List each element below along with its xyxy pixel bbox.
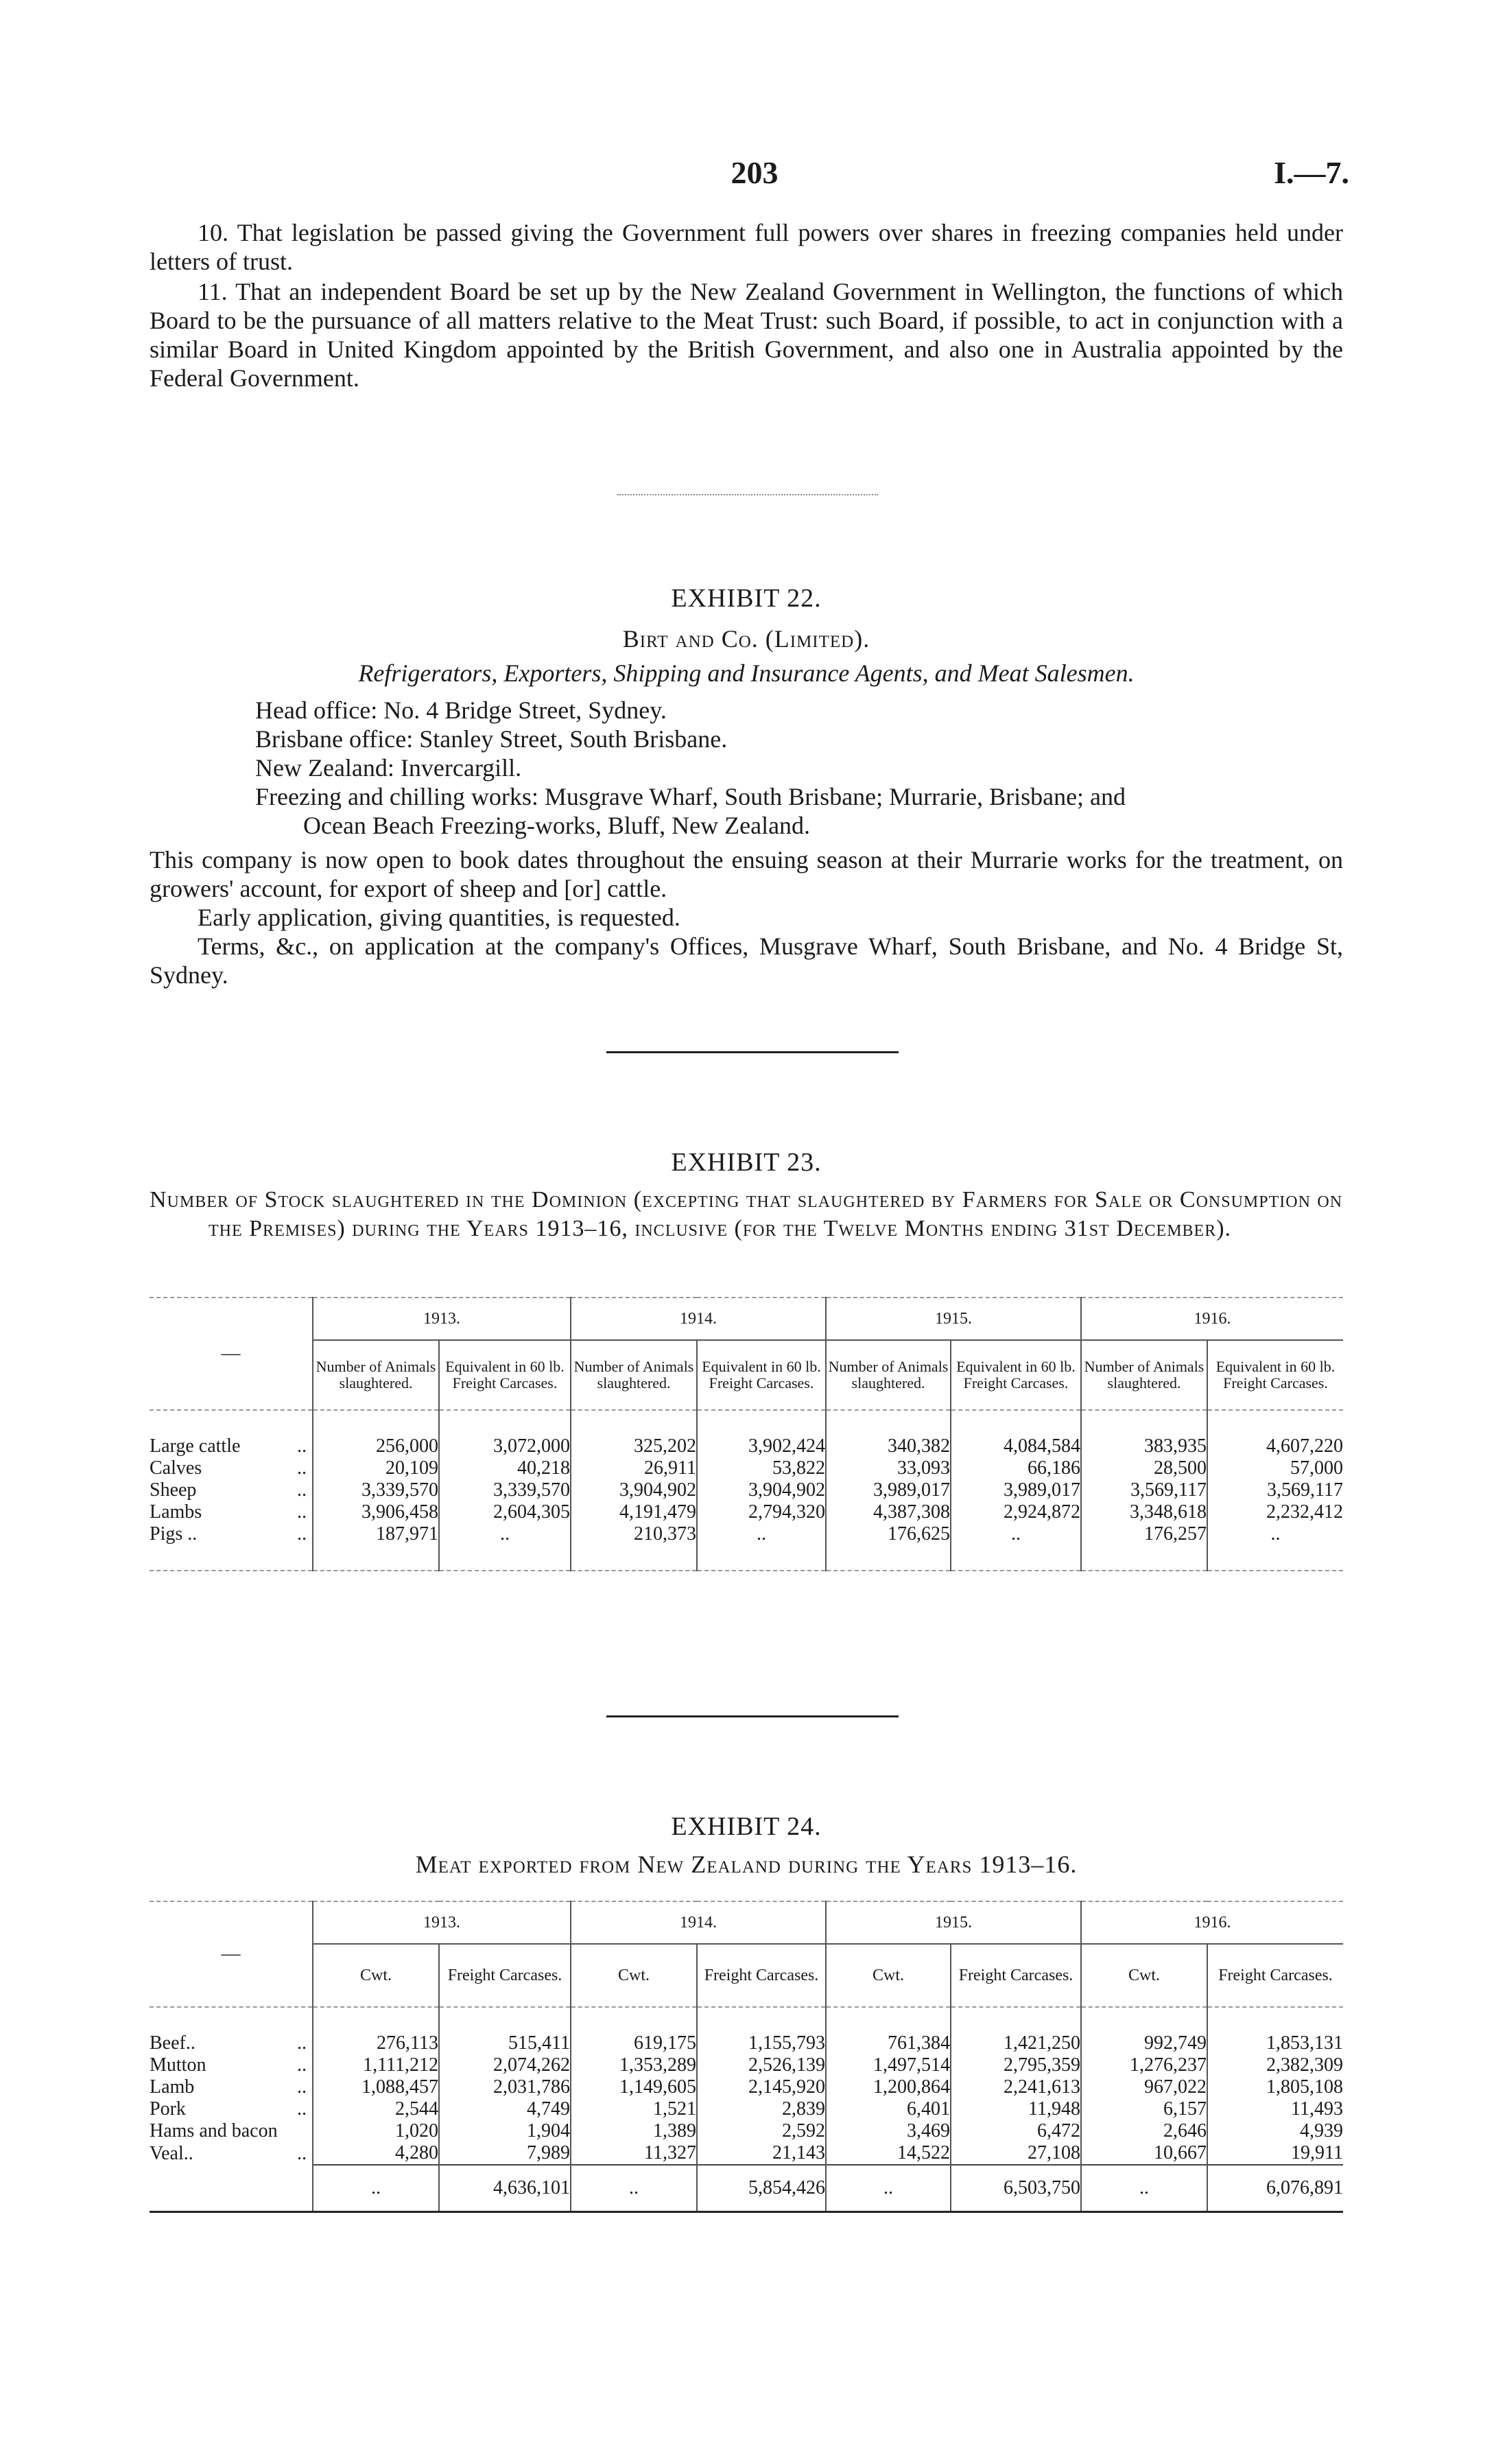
- table-cell: 1,497,514: [826, 2054, 951, 2076]
- column-header: Number of Animals slaughtered.: [1081, 1340, 1207, 1410]
- table-row: [150, 2142, 1343, 2165]
- table-row: [150, 1435, 1343, 1457]
- column-header: Equivalent in 60 lb. Freight Carcases.: [1207, 1340, 1343, 1410]
- table-cell: 4,084,584: [951, 1435, 1081, 1457]
- column-header: Cwt.: [1081, 1944, 1207, 2007]
- table-cell: 276,113: [313, 2032, 439, 2054]
- row-label: Sheep ..: [150, 1479, 307, 1501]
- column-header: Cwt.: [313, 1944, 439, 2007]
- table-cell: 10,667: [1081, 2142, 1207, 2165]
- table-row: [150, 1501, 1343, 1523]
- section-divider: [617, 494, 878, 495]
- exhibit-22-tagline: Refrigerators, Exporters, Shipping and Insurance Agents, and Meat Salesmen.: [358, 659, 1135, 687]
- row-label: Mutton ..: [150, 2054, 307, 2076]
- table-cell: 53,822: [697, 1457, 826, 1479]
- table-cell: 27,108: [951, 2142, 1081, 2165]
- table-cell: ..: [951, 1523, 1081, 1545]
- row-label: Hams and bacon: [150, 2120, 278, 2142]
- row-label: Pork ..: [150, 2098, 307, 2120]
- table-cell: 3,904,902: [697, 1479, 826, 1501]
- year-header: 1913.: [313, 1298, 571, 1340]
- column-header: Number of Animals slaughtered.: [313, 1340, 439, 1410]
- table-cell: 1,276,237: [1081, 2054, 1207, 2076]
- table-cell: 11,493: [1207, 2098, 1343, 2120]
- row-label: Lamb ..: [150, 2076, 307, 2098]
- table-cell: 3,906,458: [313, 1501, 439, 1523]
- table-cell: 3,989,017: [951, 1479, 1081, 1501]
- table-cell: 515,411: [439, 2032, 571, 2054]
- table-cell: 2,592: [697, 2120, 826, 2142]
- table-cell: 2,074,262: [439, 2054, 571, 2076]
- table-row: [150, 2076, 1343, 2098]
- table-cell: 176,625: [826, 1523, 951, 1545]
- table-cell: 761,384: [826, 2032, 951, 2054]
- exhibit-23-table: [150, 1297, 1343, 1571]
- table-cell: 20,109: [313, 1457, 439, 1479]
- column-header: Cwt.: [826, 1944, 951, 2007]
- table-cell: 3,469: [826, 2120, 951, 2142]
- exhibit-24-table: [150, 1901, 1343, 2213]
- table-cell: 2,646: [1081, 2120, 1207, 2142]
- table-cell: 57,000: [1207, 1457, 1343, 1479]
- year-header: 1913.: [313, 1901, 571, 1944]
- column-header: Freight Carcases.: [951, 1944, 1081, 2007]
- exhibit-22-title: EXHIBIT 22.: [671, 584, 822, 613]
- table-cell: 3,569,117: [1207, 1479, 1343, 1501]
- totals-row: [150, 2165, 1343, 2212]
- table-cell: 187,971: [313, 1523, 439, 1545]
- table-row: [150, 2032, 1343, 2054]
- exhibit-22-body-1: This company is now open to book dates throughout the ensuing season at their Murrarie works for the treatment, on growers' account, for export of sheep and [or] cattle.: [150, 846, 1343, 902]
- table-cell: 28,500: [1081, 1457, 1207, 1479]
- table-cell: 1,421,250: [951, 2032, 1081, 2054]
- table-cell: 21,143: [697, 2142, 826, 2165]
- table-cell: 6,157: [1081, 2098, 1207, 2120]
- year-header: 1914.: [571, 1298, 826, 1340]
- table-cell: 4,280: [313, 2142, 439, 2165]
- table-cell: 1,521: [571, 2098, 697, 2120]
- table-cell: 1,200,864: [826, 2076, 951, 2098]
- table-cell: 325,202: [571, 1435, 697, 1457]
- table-cell: 3,904,902: [571, 1479, 697, 1501]
- table-cell: 2,924,872: [951, 1501, 1081, 1523]
- table-cell: 1,805,108: [1207, 2076, 1343, 2098]
- exhibit-22-offices: [255, 696, 1343, 840]
- table-cell: 1,904: [439, 2120, 571, 2142]
- row-label: Beef.. ..: [150, 2032, 307, 2054]
- table-cell: 2,382,309: [1207, 2054, 1343, 2076]
- column-header: Freight Carcases.: [439, 1944, 571, 2007]
- column-header: Equivalent in 60 lb. Freight Carcases.: [439, 1340, 571, 1410]
- table-cell: 19,911: [1207, 2142, 1343, 2165]
- table-cell: ..: [1207, 1523, 1343, 1545]
- table-cell: 256,000: [313, 1435, 439, 1457]
- row-label: Pigs .. ..: [150, 1523, 307, 1545]
- table-cell: 4,191,479: [571, 1501, 697, 1523]
- table-cell: 210,373: [571, 1523, 697, 1545]
- exhibit-22-body-2: Early application, giving quantities, is requested.: [198, 904, 680, 931]
- table-cell: 2,794,320: [697, 1501, 826, 1523]
- table-cell: 1,149,605: [571, 2076, 697, 2098]
- page-number: 203: [731, 155, 779, 190]
- office-line: New Zealand: Invercargill.: [255, 754, 522, 782]
- column-header: Number of Animals slaughtered.: [571, 1340, 697, 1410]
- year-header: 1915.: [826, 1298, 1081, 1340]
- table-cell: 3,339,570: [313, 1479, 439, 1501]
- exhibit-24-caption: Meat exported from New Zealand during the Years 1913–16.: [415, 1851, 1078, 1878]
- row-label: Veal.. ..: [150, 2142, 307, 2164]
- table-cell: 619,175: [571, 2032, 697, 2054]
- table-cell: 383,935: [1081, 1435, 1207, 1457]
- year-header: 1916.: [1081, 1901, 1343, 1944]
- table-row: [150, 1479, 1343, 1501]
- table-cell: 1,088,457: [313, 2076, 439, 2098]
- table-cell: 1,353,289: [571, 2054, 697, 2076]
- table-cell: 11,948: [951, 2098, 1081, 2120]
- table-cell: 2,544: [313, 2098, 439, 2120]
- year-header: 1916.: [1081, 1298, 1343, 1340]
- table-cell: 7,989: [439, 2142, 571, 2165]
- column-header: Equivalent in 60 lb. Freight Carcases.: [697, 1340, 826, 1410]
- section-rule: [606, 1715, 899, 1717]
- section-rule: [606, 1051, 899, 1053]
- table-cell: 3,339,570: [439, 1479, 571, 1501]
- office-line: Ocean Beach Freezing-works, Bluff, New Zealand.: [303, 812, 811, 839]
- table-cell: 2,839: [697, 2098, 826, 2120]
- table-cell: 2,031,786: [439, 2076, 571, 2098]
- column-header: Equivalent in 60 lb. Freight Carcases.: [951, 1340, 1081, 1410]
- table-cell: 4,939: [1207, 2120, 1343, 2142]
- column-header: Number of Animals slaughtered.: [826, 1340, 951, 1410]
- exhibit-22-body-3: Terms, &c., on application at the company's Offices, Musgrave Wharf, South Brisbane, and No. 4 Bridge St, Sydney.: [150, 932, 1343, 989]
- table-cell: 1,020: [313, 2120, 439, 2142]
- table-cell: 2,232,412: [1207, 1501, 1343, 1523]
- exhibit-23-title: EXHIBIT 23.: [671, 1148, 822, 1177]
- table-cell: 2,526,139: [697, 2054, 826, 2076]
- office-line: Brisbane office: Stanley Street, South Brisbane.: [255, 725, 728, 753]
- table-cell: 3,989,017: [826, 1479, 951, 1501]
- table-cell: 1,853,131: [1207, 2032, 1343, 2054]
- total-cell: ..: [1081, 2165, 1207, 2212]
- table-row: [150, 1457, 1343, 1479]
- table-cell: 992,749: [1081, 2032, 1207, 2054]
- table-cell: 3,072,000: [439, 1435, 571, 1457]
- total-cell: ..: [313, 2165, 439, 2212]
- paragraph-10: 10. That legislation be passed giving the Government full powers over shares in freezing companies held under letters of trust.: [150, 219, 1343, 275]
- table-cell: 4,749: [439, 2098, 571, 2120]
- table-corner: —: [150, 1298, 313, 1410]
- table-cell: 4,387,308: [826, 1501, 951, 1523]
- table-row: [150, 2098, 1343, 2120]
- table-cell: 14,522: [826, 2142, 951, 2165]
- column-header: Freight Carcases.: [1207, 1944, 1343, 2007]
- column-header: Cwt.: [571, 1944, 697, 2007]
- year-header: 1915.: [826, 1901, 1081, 1944]
- table-cell: 1,389: [571, 2120, 697, 2142]
- table-row: [150, 2120, 1343, 2142]
- table-cell: 1,111,212: [313, 2054, 439, 2076]
- table-cell: 3,569,117: [1081, 1479, 1207, 1501]
- exhibit-23-caption: Number of Stock slaughtered in the Dominion (excepting that slaughtered by Farmers for Sale or Consumption on the Premises) during the Years 1913–16, inclusive (for the Twelve Months ending 31st December).: [150, 1187, 1343, 1241]
- column-header: Freight Carcases.: [697, 1944, 826, 2007]
- exhibit-24-title: EXHIBIT 24.: [671, 1812, 822, 1841]
- table-row: [150, 1523, 1343, 1545]
- total-cell: 4,636,101: [439, 2165, 571, 2212]
- table-cell: 3,348,618: [1081, 1501, 1207, 1523]
- table-cell: 1,155,793: [697, 2032, 826, 2054]
- table-cell: 6,472: [951, 2120, 1081, 2142]
- office-line: Freezing and chilling works: Musgrave Wharf, South Brisbane; Murrarie, Brisbane; and: [255, 783, 1126, 810]
- table-cell: 2,795,359: [951, 2054, 1081, 2076]
- table-cell: 4,607,220: [1207, 1435, 1343, 1457]
- table-cell: 2,604,305: [439, 1501, 571, 1523]
- table-cell: 3,902,424: [697, 1435, 826, 1457]
- table-cell: 6,401: [826, 2098, 951, 2120]
- table-cell: 33,093: [826, 1457, 951, 1479]
- table-cell: ..: [697, 1523, 826, 1545]
- table-cell: 40,218: [439, 1457, 571, 1479]
- table-corner: —: [150, 1901, 313, 2007]
- total-cell: ..: [826, 2165, 951, 2212]
- table-cell: 176,257: [1081, 1523, 1207, 1545]
- table-cell: 967,022: [1081, 2076, 1207, 2098]
- table-cell: 340,382: [826, 1435, 951, 1457]
- year-header: 1914.: [571, 1901, 826, 1944]
- table-cell: ..: [439, 1523, 571, 1545]
- table-cell: 11,327: [571, 2142, 697, 2165]
- table-cell: 2,241,613: [951, 2076, 1081, 2098]
- total-cell: ..: [571, 2165, 697, 2212]
- total-cell: 6,076,891: [1207, 2165, 1343, 2212]
- row-label: Calves ..: [150, 1457, 307, 1479]
- table-cell: 66,186: [951, 1457, 1081, 1479]
- table-cell: 2,145,920: [697, 2076, 826, 2098]
- exhibit-22-company: Birt and Co. (Limited).: [622, 625, 870, 653]
- total-cell: 6,503,750: [951, 2165, 1081, 2212]
- row-label: Large cattle ..: [150, 1435, 307, 1457]
- document-reference: I.—7.: [1274, 155, 1349, 190]
- table-row: [150, 2054, 1343, 2076]
- row-label: Lambs ..: [150, 1501, 307, 1523]
- table-cell: 26,911: [571, 1457, 697, 1479]
- paragraph-11: 11. That an independent Board be set up by the New Zealand Government in Wellington, the functions of which Board to be the pursuance of all matters relative to the Meat Trust: such Board, if possible, to act in conjunction with a similar Board in United Kingdom appointed by the British Government, and also one in Australia appointed by the Federal Government.: [150, 278, 1343, 392]
- office-line: Head office: No. 4 Bridge Street, Sydney.: [255, 696, 667, 724]
- total-cell: 5,854,426: [697, 2165, 826, 2212]
